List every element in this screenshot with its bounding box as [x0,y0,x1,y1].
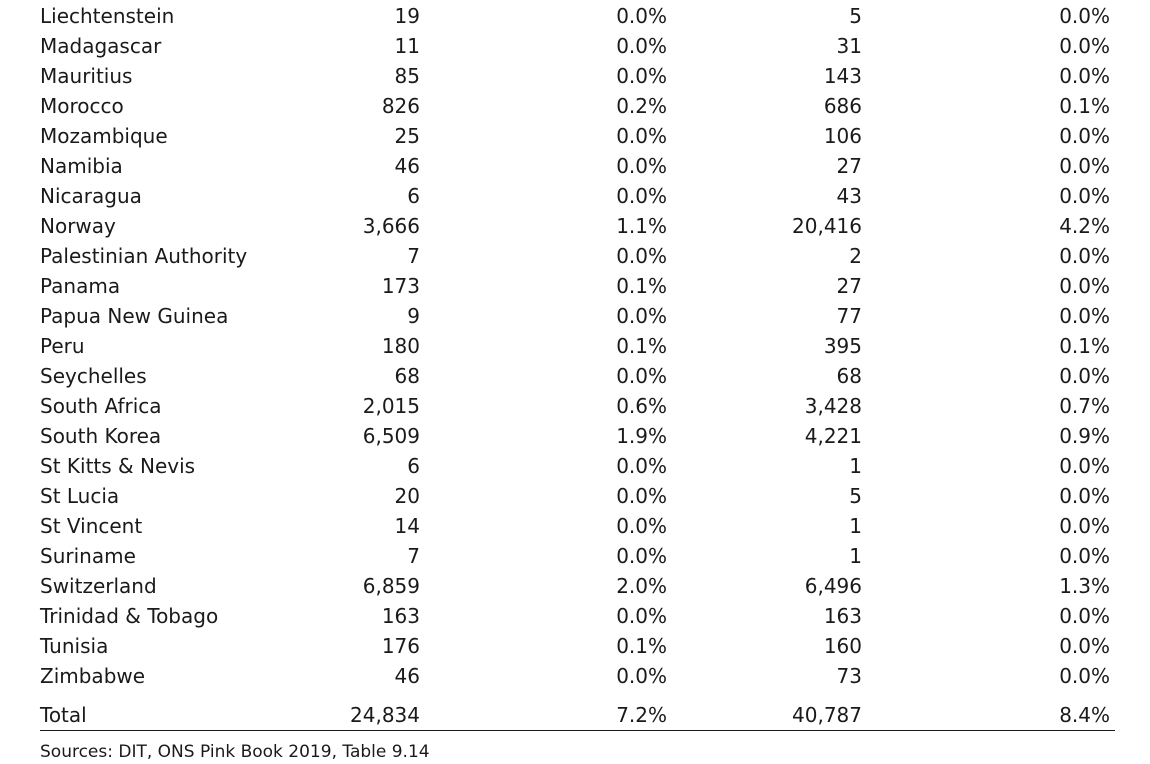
value-col3: 163 [823,604,862,628]
source-note: Sources: DIT, ONS Pink Book 2019, Table 9.14 [40,742,430,762]
value-col4: 0.0% [1059,544,1110,568]
value-col4: 0.0% [1059,124,1110,148]
value-col1: 3,666 [362,214,420,238]
value-col1: 163 [381,604,420,628]
value-col3: 1 [849,544,862,568]
country-name: Suriname [40,544,136,568]
value-col4: 0.0% [1059,364,1110,388]
table-row [40,661,1115,691]
table-row [40,631,1115,661]
value-col3: 68 [836,364,862,388]
value-col3: 686 [823,94,862,118]
value-col3: 143 [823,64,862,88]
value-col1: 6,859 [362,574,420,598]
value-col2: 0.0% [616,184,667,208]
value-col3: 1 [849,454,862,478]
value-col3: 5 [849,4,862,28]
value-col1: 6 [407,454,420,478]
table-row [40,31,1115,61]
total-value-col1: 24,834 [350,703,420,727]
value-col3: 395 [823,334,862,358]
table-row [40,541,1115,571]
table-row [40,331,1115,361]
value-col1: 85 [394,64,420,88]
table-row [40,391,1115,421]
value-col4: 0.0% [1059,604,1110,628]
value-col1: 19 [394,4,420,28]
country-name: Seychelles [40,364,147,388]
value-col4: 0.0% [1059,514,1110,538]
value-col1: 6,509 [362,424,420,448]
value-col2: 0.6% [616,394,667,418]
value-col1: 25 [394,124,420,148]
table-row [40,511,1115,541]
value-col4: 0.1% [1059,334,1110,358]
value-col1: 6 [407,184,420,208]
value-col2: 2.0% [616,574,667,598]
table-row [40,481,1115,511]
value-col3: 31 [836,34,862,58]
country-name: Switzerland [40,574,157,598]
value-col2: 0.0% [616,454,667,478]
value-col4: 0.0% [1059,634,1110,658]
value-col3: 77 [836,304,862,328]
total-row [40,700,1115,730]
value-col2: 0.1% [616,334,667,358]
country-name: Liechtenstein [40,4,175,28]
value-col1: 20 [394,484,420,508]
value-col2: 0.0% [616,34,667,58]
table-row [40,181,1115,211]
value-col3: 73 [836,664,862,688]
country-name: South Africa [40,394,162,418]
table-row [40,61,1115,91]
country-name: Morocco [40,94,124,118]
country-name: St Kitts & Nevis [40,454,196,478]
value-col2: 0.0% [616,484,667,508]
value-col3: 20,416 [792,214,862,238]
value-col4: 0.0% [1059,664,1110,688]
value-col1: 11 [394,34,420,58]
value-col2: 0.0% [616,664,667,688]
country-name: Mauritius [40,64,133,88]
country-name: Peru [40,334,85,358]
value-col2: 0.0% [616,64,667,88]
country-name: Tunisia [40,634,109,658]
value-col2: 0.0% [616,304,667,328]
value-col1: 176 [381,634,420,658]
value-col2: 1.9% [616,424,667,448]
table-row [40,1,1115,31]
value-col1: 68 [394,364,420,388]
value-col2: 0.1% [616,274,667,298]
total-value-col2: 7.2% [616,703,667,727]
value-col4: 0.0% [1059,244,1110,268]
country-name: Palestinian Authority [40,244,248,268]
country-name: St Lucia [40,484,120,508]
value-col3: 4,221 [804,424,862,448]
value-col4: 0.0% [1059,484,1110,508]
total-label: Total [40,703,87,727]
table-row [40,361,1115,391]
total-value-col3: 40,787 [792,703,862,727]
value-col2: 0.0% [616,4,667,28]
value-col4: 0.0% [1059,4,1110,28]
value-col1: 46 [394,664,420,688]
value-col2: 0.0% [616,154,667,178]
value-col4: 0.0% [1059,304,1110,328]
value-col2: 0.0% [616,364,667,388]
value-col1: 7 [407,244,420,268]
value-col4: 0.0% [1059,274,1110,298]
value-col4: 0.9% [1059,424,1110,448]
value-col4: 0.7% [1059,394,1110,418]
value-col4: 4.2% [1059,214,1110,238]
country-name: Norway [40,214,116,238]
table-row [40,151,1115,181]
value-col1: 9 [407,304,420,328]
country-name: Papua New Guinea [40,304,229,328]
value-col1: 173 [381,274,420,298]
value-col2: 0.0% [616,244,667,268]
value-col3: 2 [849,244,862,268]
value-col4: 0.0% [1059,184,1110,208]
country-name: Zimbabwe [40,664,146,688]
value-col1: 14 [394,514,420,538]
value-col4: 0.1% [1059,94,1110,118]
country-name: Nicaragua [40,184,142,208]
table-row [40,241,1115,271]
table-row [40,451,1115,481]
value-col3: 27 [836,274,862,298]
table-row [40,421,1115,451]
value-col3: 43 [836,184,862,208]
country-name: Panama [40,274,121,298]
value-col4: 1.3% [1059,574,1110,598]
table-row [40,601,1115,631]
total-value-col4: 8.4% [1059,703,1110,727]
country-name: Mozambique [40,124,168,148]
country-name: South Korea [40,424,162,448]
value-col1: 180 [381,334,420,358]
value-col4: 0.0% [1059,154,1110,178]
table-row [40,121,1115,151]
table-row [40,211,1115,241]
country-name: Namibia [40,154,123,178]
value-col2: 0.0% [616,514,667,538]
value-col1: 7 [407,544,420,568]
value-col1: 2,015 [362,394,420,418]
value-col3: 5 [849,484,862,508]
value-col3: 1 [849,514,862,538]
value-col3: 160 [823,634,862,658]
table-row [40,91,1115,121]
table-row [40,271,1115,301]
country-name: St Vincent [40,514,143,538]
value-col3: 106 [823,124,862,148]
value-col1: 826 [381,94,420,118]
value-col3: 27 [836,154,862,178]
table-body [40,1,1115,691]
value-col2: 1.1% [616,214,667,238]
country-name: Trinidad & Tobago [40,604,219,628]
value-col2: 0.1% [616,634,667,658]
value-col2: 0.2% [616,94,667,118]
value-col4: 0.0% [1059,454,1110,478]
country-name: Madagascar [40,34,162,58]
total-divider [40,730,1115,731]
value-col2: 0.0% [616,544,667,568]
value-col4: 0.0% [1059,34,1110,58]
table-row [40,571,1115,601]
table-row [40,301,1115,331]
value-col2: 0.0% [616,124,667,148]
value-col4: 0.0% [1059,64,1110,88]
value-col3: 6,496 [804,574,862,598]
value-col1: 46 [394,154,420,178]
value-col3: 3,428 [804,394,862,418]
value-col2: 0.0% [616,604,667,628]
